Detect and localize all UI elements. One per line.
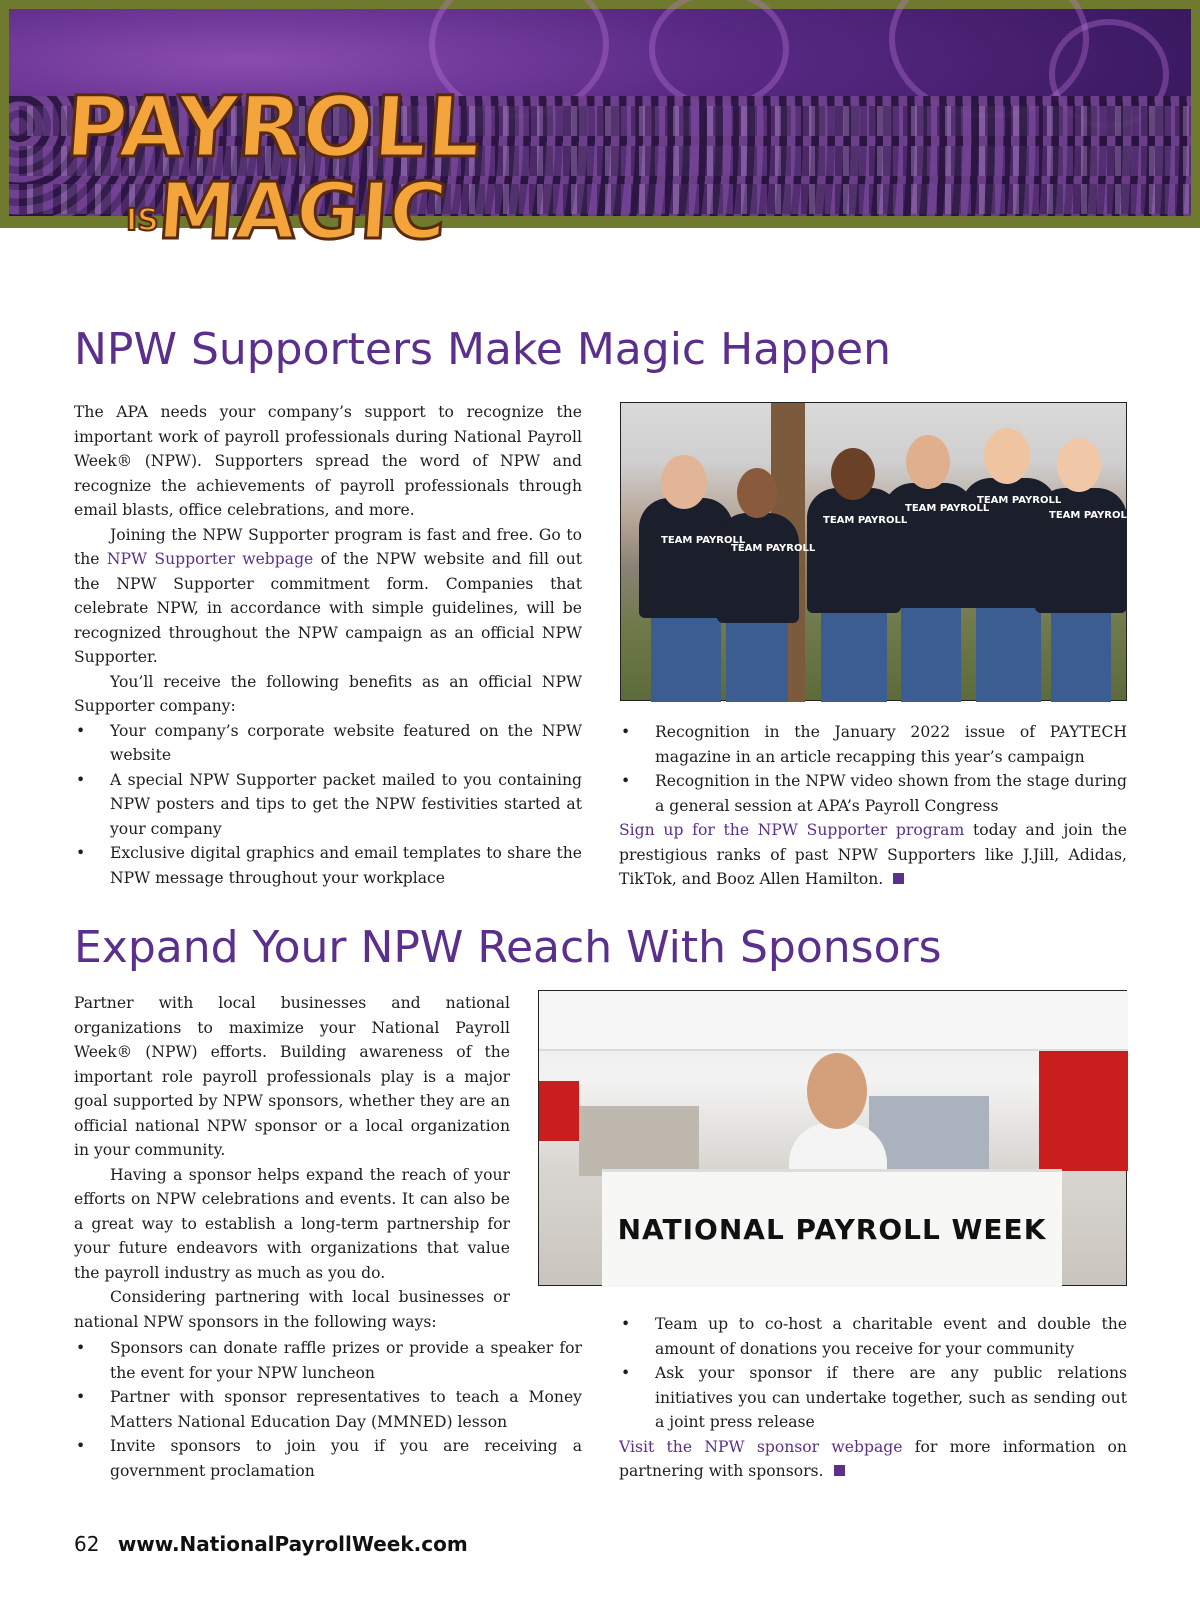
team-payroll-photo [620, 402, 1134, 701]
list-item: • Invite sponsors to join you if you are receiving a government proclamation [74, 1434, 582, 1483]
section1-left-column [74, 400, 582, 890]
npw-sponsor-webpage-link[interactable]: Visit the NPW sponsor webpage [619, 1437, 903, 1456]
sign-up-npw-supporter-link[interactable]: Sign up for the NPW Supporter program [619, 821, 965, 839]
red-wall [539, 1081, 579, 1141]
swirl-ornament [649, 0, 789, 109]
section2-left-column [74, 991, 510, 1334]
section2-bullets-left [74, 1336, 582, 1483]
shirt-text: TEAM PAYROLL [731, 543, 816, 554]
section1-title: NPW Supporters Make Magic Happen [74, 324, 891, 375]
shirt-text: TEAM PAYROLL [977, 495, 1062, 506]
section2-paragraph: Having a sponsor helps expand the reach of your efforts on NPW celebrations and events. It can also be a great way to establish a long-term partnership for your future endeavors with organizations that value the payroll industry as much as you do. [74, 1165, 510, 1282]
section2-title: Expand Your NPW Reach With Sponsors [74, 922, 942, 973]
red-wall [1039, 1051, 1128, 1171]
recognition-list [619, 720, 1127, 818]
office-cubicle [579, 1106, 699, 1176]
npw-supporter-webpage-link[interactable]: NPW Supporter webpage [106, 550, 314, 568]
shirt-text: TEAM PAYROLL [905, 503, 990, 514]
page-footer [74, 1532, 468, 1556]
list-item: • Partner with sponsor representatives to teach a Money Matters National Education Day (MMNED) lesson [74, 1385, 582, 1434]
page-number: 62 [74, 1532, 100, 1556]
list-item: • Exclusive digital graphics and email templates to share the NPW message throughout your workplace [74, 841, 582, 890]
section1-paragraph: You’ll receive the following benefits as an official NPW Supporter company: [74, 672, 582, 715]
logo-payroll-text: PAYROLL [62, 78, 485, 176]
section2-closing [619, 1435, 1127, 1484]
sponsor-ideas-list [74, 1336, 582, 1483]
end-of-article-mark [893, 873, 904, 884]
shirt-text: TEAM PAYROLL [661, 535, 746, 546]
office-equipment [869, 1096, 989, 1176]
shirt-text: TEAM PAYROLL [1049, 510, 1134, 521]
list-item: • Sponsors can donate raffle prizes or provide a speaker for the event for your NPW luncheon [74, 1336, 582, 1385]
sponsor-ideas-list-continued [619, 1312, 1127, 1435]
website-url[interactable]: www.NationalPayrollWeek.com [117, 1532, 468, 1556]
ceiling [539, 991, 1128, 1051]
npw-banner-cloth: NATIONAL PAYROLL WEEK [602, 1169, 1062, 1287]
section1-closing [619, 818, 1127, 892]
shirt-text: TEAM PAYROLL [823, 515, 908, 526]
logo-is-text: IS [126, 203, 159, 238]
list-item: • Ask your sponsor if there are any public relations initiatives you can undertake together, such as sending out a joint press release [619, 1361, 1127, 1435]
benefits-list [74, 719, 582, 891]
person-head [807, 1053, 867, 1129]
end-of-article-mark [834, 1465, 845, 1476]
section2-paragraph: Partner with local businesses and national organizations to maximize your National Payroll Week® (NPW) efforts. Building awareness of the important role payroll professionals play is a major goal supported by NPW sponsors, whether they are an official national NPW sponsor or a local organization in your community. [74, 994, 510, 1159]
section1-paragraph [74, 523, 582, 670]
list-item: • Your company’s corporate website featured on the NPW website [74, 719, 582, 768]
shirt-labels [621, 403, 1134, 702]
section2-paragraph: Considering partnering with local businesses or national NPW sponsors in the following ways: [74, 1288, 510, 1331]
national-payroll-week-photo [538, 990, 1127, 1286]
text-run: for more information on partnering with sponsors. [619, 1437, 1127, 1480]
text-run: Joining the NPW Supporter program is fast and free. Go to the [74, 525, 582, 568]
text-run: today and join the prestigious ranks of past NPW Supporters like J.Jill, Adidas, TikTok, and Booz Allen Hamilton. [619, 821, 1127, 888]
payroll-is-magic-logo [62, 70, 485, 260]
list-item: • Recognition in the NPW video shown from the stage during a general session at APA’s Payroll Congress [619, 769, 1127, 818]
section1-right-column [619, 720, 1127, 892]
section2-right-column [619, 1312, 1127, 1484]
list-item: • Team up to co-host a charitable event and double the amount of donations you receive for your community [619, 1312, 1127, 1361]
list-item: • Recognition in the January 2022 issue of PAYTECH magazine in an article recapping this year’s campaign [619, 720, 1127, 769]
logo-magic-text: MAGIC [154, 167, 450, 257]
list-item: • A special NPW Supporter packet mailed to you containing NPW posters and tips to get the NPW festivities started at your company [74, 768, 582, 842]
section1-paragraph: The APA needs your company’s support to recognize the important work of payroll professionals during National Payroll Week® (NPW). Supporters spread the word of NPW and recognize the achievements of payroll professionals through email blasts, office celebrations, and more. [74, 403, 582, 519]
text-run: of the NPW website and fill out the NPW Supporter commitment form. Companies that celebrate NPW, in accordance with simple guidelines, will be recognized throughout the NPW campaign as an official NPW Supporter. [74, 550, 583, 666]
